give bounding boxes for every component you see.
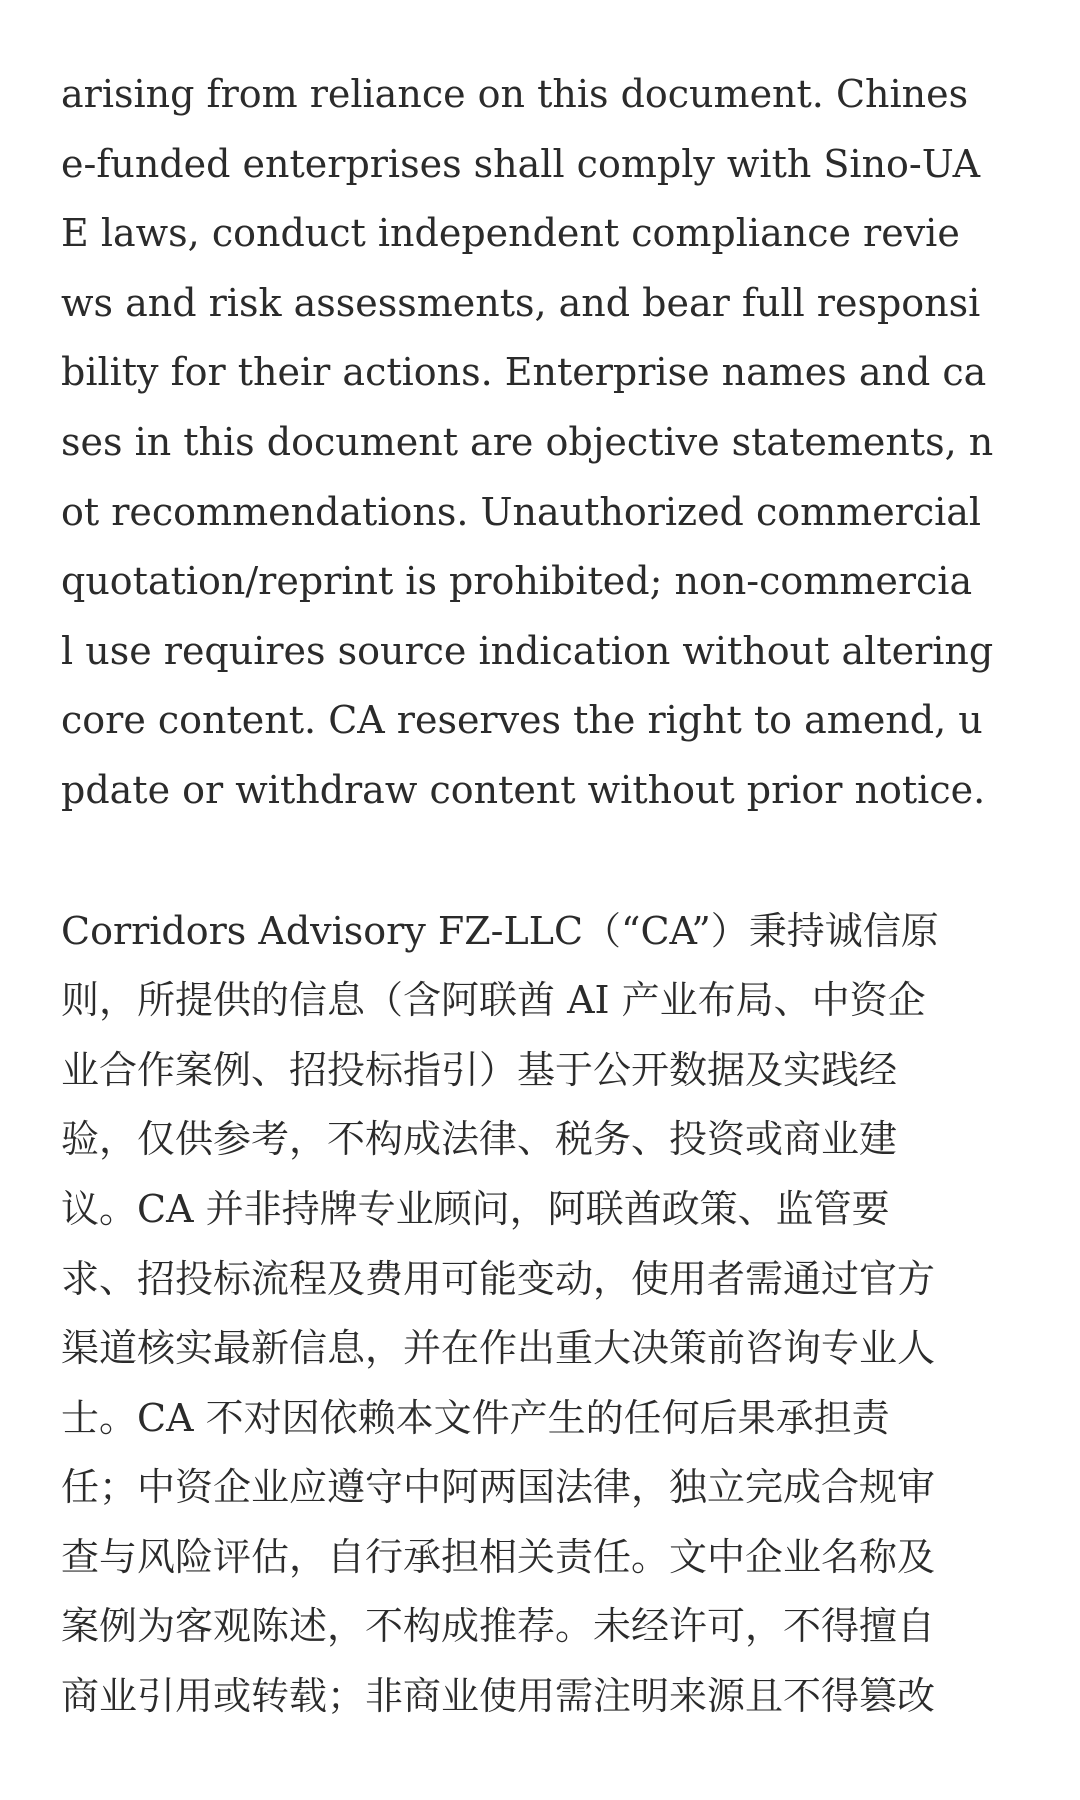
text-line: 查与风险评估，自行承担相关责任。文中企业名称及 (61, 1534, 936, 1579)
text-line: ws and risk assessments, and bear full responsi (61, 280, 981, 325)
text-line: bility for their actions. Enterprise names and ca (61, 350, 987, 395)
text-line: 业合作案例、招投标指引）基于公开数据及实践经 (61, 1047, 898, 1092)
text-line: 任；中资企业应遵守中阿两国法律，独立完成合规审 (61, 1465, 936, 1510)
disclaimer-paragraph-chinese (61, 897, 1021, 1732)
text-line: e-funded enterprises shall comply with Sino-UA (61, 141, 981, 186)
text-line: ot recommendations. Unauthorized commercial (61, 489, 982, 534)
text-line: 议。CA 并非持牌专业顾问，阿联酋政策、监管要 (61, 1186, 890, 1231)
text-line: arising from reliance on this document. Chines (61, 72, 969, 116)
paragraph-spacer (61, 826, 1021, 897)
document-body (61, 60, 1021, 1732)
text-line: 案例为客观陈述，不构成推荐。未经许可，不得擅自 (61, 1604, 936, 1649)
text-line: pdate or withdraw content without prior notice. (61, 767, 986, 812)
text-line: 验，仅供参考，不构成法律、税务、投资或商业建 (61, 1117, 898, 1162)
text-line: Corridors Advisory FZ-LLC（“CA”）秉持诚信原 (61, 908, 939, 953)
text-line: E laws, conduct independent compliance revie (61, 211, 960, 256)
text-line: quotation/reprint is prohibited; non-commercia (61, 559, 973, 604)
text-line: 商业引用或转载；非商业使用需注明来源且不得篡改 (61, 1674, 936, 1719)
text-line: 求、招投标流程及费用可能变动，使用者需通过官方 (61, 1256, 936, 1301)
text-line: 渠道核实最新信息，并在作出重大决策前咨询专业人 (61, 1326, 936, 1371)
text-line: 士。CA 不对因依赖本文件产生的任何后果承担责 (61, 1395, 890, 1440)
disclaimer-paragraph-english (61, 60, 1021, 826)
text-line: l use requires source indication without altering (61, 628, 994, 673)
text-line: ses in this document are objective statements, n (61, 419, 994, 464)
text-line: core content. CA reserves the right to amend, u (61, 698, 983, 743)
text-line: 则，所提供的信息（含阿联酋 AI 产业布局、中资企 (61, 978, 926, 1023)
